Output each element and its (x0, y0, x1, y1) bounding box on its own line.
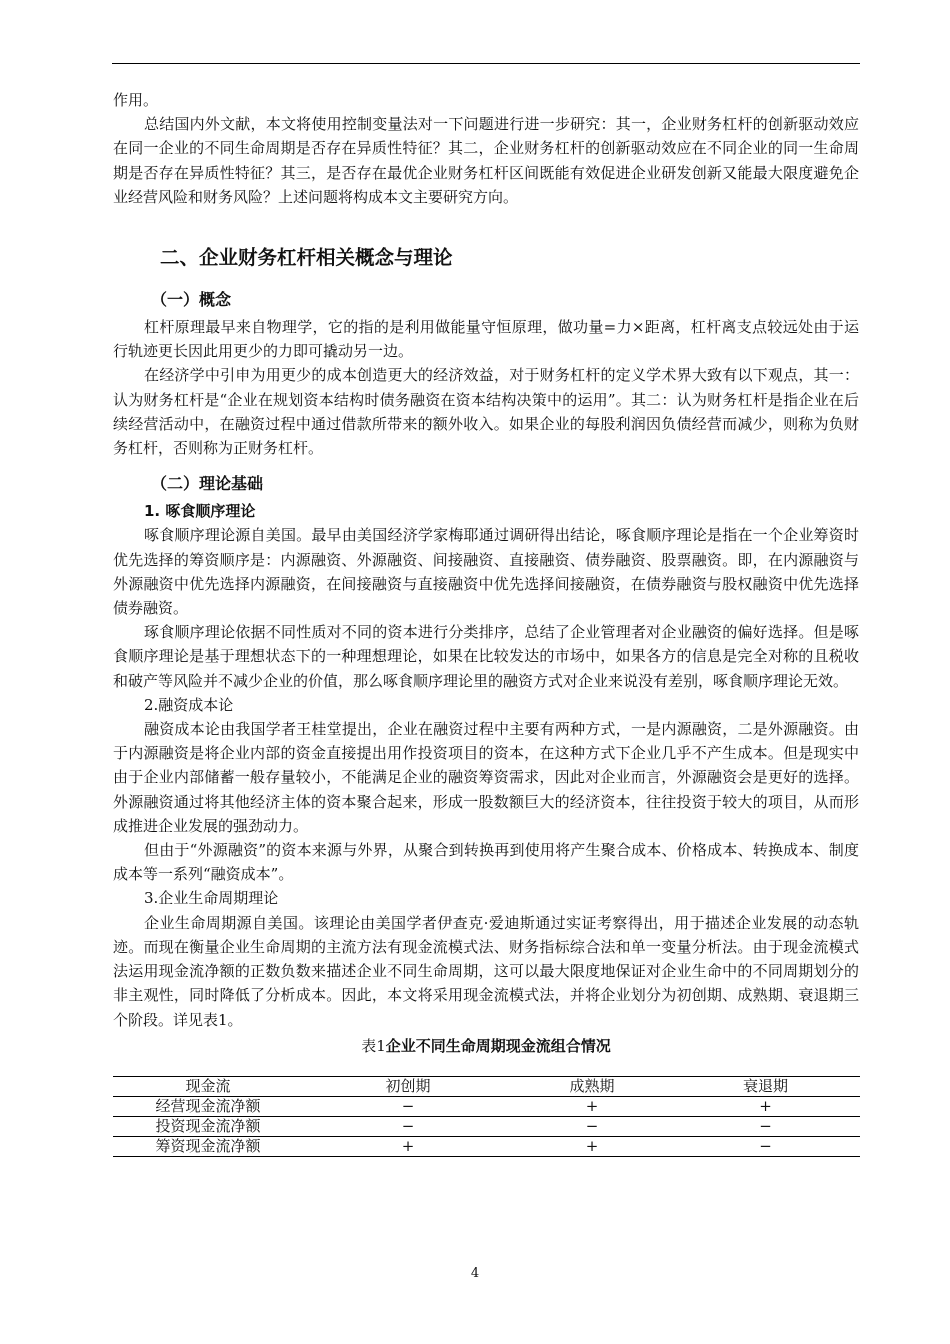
paragraph: 企业生命周期源自美国。该理论由美国学者伊查克·爱迪斯通过实证考察得出，用于描述企业发展的动态轨迹。而现在衡量企业生命周期的主流方法有现金流模式法、财务指标综合法和单一变量分析法。由于现金流模式法运用现金流净额的正数负数来描述企业不同生命周期，这可以最大限度地保证对企业生命中的不同周期划分的非主观性，同时降低了分析成本。因此，本文将采用现金流模式法，并将企业划分为初创期、成熟期、衰退期三个阶段。详见表1。 (113, 913, 859, 1029)
table-cell: − (513, 1116, 671, 1136)
table-row (113, 1136, 860, 1156)
item-heading-pecking-order: 1. 啄食顺序理论 (144, 502, 256, 521)
paragraph: 作用。 (113, 91, 159, 109)
table-cell: 筹资现金流净额 (113, 1136, 303, 1156)
table-cell: 经营现金流净额 (113, 1096, 303, 1116)
paragraph: 融资成本论由我国学者王桂堂提出，企业在融资过程中主要有两种方式，一是内源融资，二是外源融资。由于内源融资是将企业内部的资金直接提出用作投资项目的资本，在这种方式下企业几乎不产生成本。但是现实中由于企业内部储蓄一般存量较小，不能满足企业的融资筹资需求，因此对企业而言，外源融资会是更好的选择。外源融资通过将其他经济主体的资本聚合起来，形成一股数额巨大的经济资本，往往投资于较大的项目，从而形成推进企业发展的强劲动力。 (113, 720, 859, 835)
item-heading-financing-cost: 2.融资成本论 (144, 695, 234, 714)
table-caption-text: 企业不同生命周期现金流组合情况 (385, 1036, 611, 1055)
paragraph: 杠杆原理最早来自物理学，它的指的是利用做能量守恒原理，做功量=力×距离，杠杆离支点较远处由于运行轨迹更长因此用更少的力即可撬动另一边。 (113, 318, 859, 361)
paragraph: 在经济学中引申为用更少的成本创造更大的经济效益，对于财务杠杆的定义学术界大致有以下观点，其一：认为财务杠杆是“企业在规划资本结构时债务融资在资本结构决策中的运用”。其二：认为财务杠杆是指企业在后续经营活动中，在融资过程中通过借款所带来的额外收入。如果企业的每股利润因负债经营而减少，则称为负财务杠杆，否则称为正财务杠杆。 (113, 366, 859, 458)
subsection-heading-theory: （二）理论基础 (151, 474, 264, 494)
table-cell: + (303, 1136, 513, 1156)
header-rule (112, 63, 860, 64)
table-cell: − (303, 1116, 513, 1136)
table-cell: + (513, 1136, 671, 1156)
table-header-row (113, 1076, 860, 1096)
subsection-heading-concept: （一）概念 (151, 290, 232, 310)
table-header-cell: 初创期 (303, 1076, 513, 1096)
table-cell: 投资现金流净额 (113, 1116, 303, 1136)
document-body (113, 88, 859, 1157)
table-caption (113, 1034, 859, 1058)
table-header-cell: 成熟期 (513, 1076, 671, 1096)
table-cell: − (671, 1116, 860, 1136)
table-cell: + (671, 1096, 860, 1116)
paragraph: 啄食顺序理论源自美国。最早由美国经济学家梅耶通过调研得出结论，啄食顺序理论是指在一个企业筹资时优先选择的筹资顺序是：内源融资、外源融资、间接融资、直接融资、债券融资、股票融资。即，在内源融资与外源融资中优先选择内源融资，在间接融资与直接融资中优先选择间接融资，在债券融资与股权融资中优先选择债券融资。 (113, 526, 859, 618)
section-heading: 二、企业财务杠杆相关概念与理论 (160, 246, 453, 270)
table-header-cell: 现金流 (113, 1076, 303, 1096)
table-row (113, 1096, 860, 1116)
item-heading-lifecycle: 3.企业生命周期理论 (144, 889, 279, 908)
table-row (113, 1116, 860, 1136)
paragraph: 琢食顺序理论依据不同性质对不同的资本进行分类排序，总结了企业管理者对企业融资的偏好选择。但是啄食顺序理论是基于理想状态下的一种理想理论，如果在比较发达的市场中，如果各方的信息是完全对称的且税收和破产等风险并不减少企业的价值，那么啄食顺序理论里的融资方式对企业来说没有差别，啄食顺序理论无效。 (113, 623, 859, 690)
paragraph: 总结国内外文献，本文将使用控制变量法对一下问题进行进一步研究：其一，企业财务杠杆的创新驱动效应在同一企业的不同生命周期是否存在异质性特征？其二，企业财务杠杆的创新驱动效应在不同企业的同一生命周期是否存在异质性特征？其三，是否存在最优企业财务杠杆区间既能有效促进企业研发创新又能最大限度避免企业经营风险和财务风险？上述问题将构成本文主要研究方向。 (113, 115, 859, 206)
table-cell: − (671, 1136, 860, 1156)
table-caption-number: 表1 (361, 1036, 386, 1055)
paragraph: 但由于“外源融资”的资本来源与外界，从聚合到转换再到使用将产生聚合成本、价格成本、转换成本、制度成本等一系列“融资成本”。 (113, 841, 859, 884)
page-number: 4 (470, 1266, 480, 1281)
cashflow-table (113, 1076, 860, 1157)
table-cell: + (513, 1096, 671, 1116)
table-header-cell: 衰退期 (671, 1076, 860, 1096)
table-cell: − (303, 1096, 513, 1116)
